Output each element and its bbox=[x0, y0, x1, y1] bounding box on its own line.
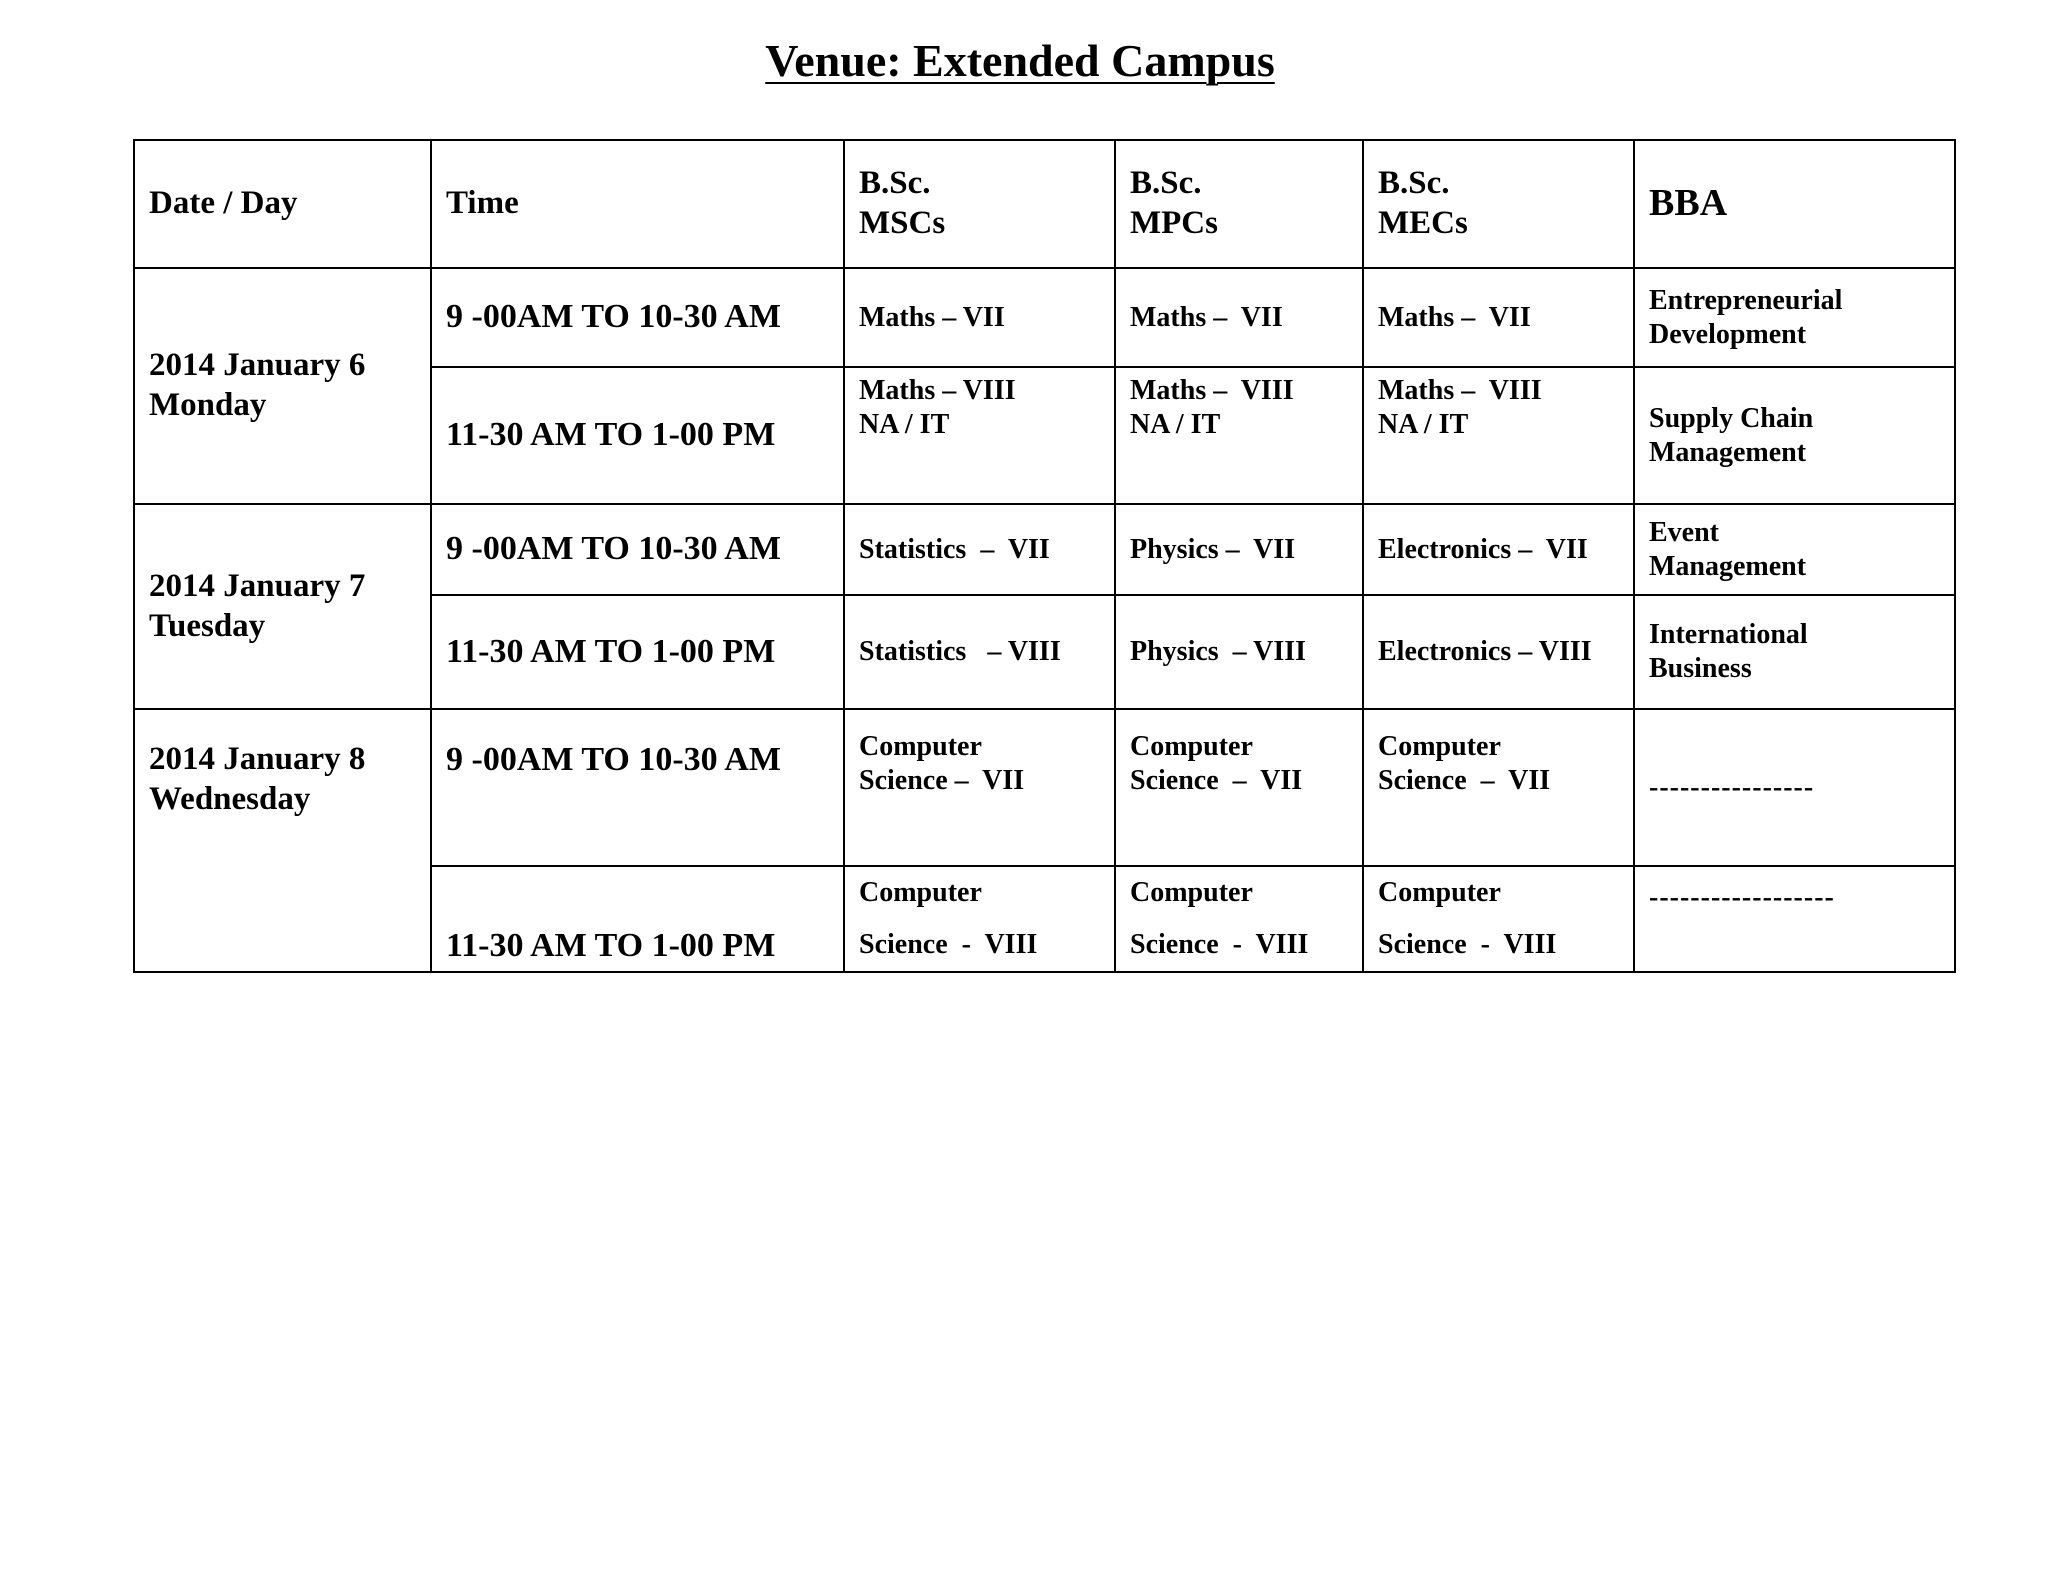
day-text: Monday bbox=[149, 387, 267, 423]
header-bsc-mscs bbox=[844, 140, 1115, 268]
subject-line: Maths – VIII bbox=[1130, 375, 1294, 406]
subject-line: Computer bbox=[1378, 877, 1501, 908]
header-mpc-line1: B.Sc. bbox=[1130, 165, 1202, 202]
subject-cell-msc bbox=[844, 268, 1115, 367]
subject-cell-mec bbox=[1363, 504, 1634, 595]
page-title: Venue: Extended Campus bbox=[765, 35, 1275, 86]
subject-line: Statistics – VIII bbox=[859, 636, 1061, 668]
subject-cell-mec bbox=[1363, 709, 1634, 866]
header-bsc-mpcs bbox=[1115, 140, 1363, 268]
time-cell: 9 -00AM TO 10-30 AM bbox=[431, 504, 844, 595]
subject-cell-mpc bbox=[1115, 866, 1363, 972]
time-cell: 11-30 AM TO 1-00 PM bbox=[431, 367, 844, 504]
time-cell: 11-30 AM TO 1-00 PM bbox=[431, 595, 844, 709]
header-date-day: Date / Day bbox=[134, 140, 431, 268]
subject-cell-mec bbox=[1363, 367, 1634, 504]
subject-cell-mpc bbox=[1115, 268, 1363, 367]
subject-line: Physics – VII bbox=[1130, 533, 1296, 565]
date-text: 2014 January 6 bbox=[149, 347, 366, 384]
subject-line: Physics – VIII bbox=[1130, 636, 1307, 668]
subject-line: NA / IT bbox=[859, 408, 950, 440]
day-text: Tuesday bbox=[149, 607, 266, 644]
table-row bbox=[134, 709, 1955, 866]
subject-line: Computer bbox=[859, 731, 982, 762]
subject-line: Business bbox=[1649, 653, 1752, 684]
date-cell bbox=[134, 268, 431, 504]
time-cell: 11-30 AM TO 1-00 PM bbox=[431, 866, 844, 972]
header-bba: BBA bbox=[1634, 140, 1955, 268]
subject-cell-mpc bbox=[1115, 595, 1363, 709]
subject-line: Maths – VII bbox=[1130, 301, 1283, 333]
header-mpc-line2: MPCs bbox=[1130, 205, 1218, 241]
subject-line: Science - VIII bbox=[1378, 928, 1557, 960]
time-cell: 9 -00AM TO 10-30 AM bbox=[431, 709, 844, 866]
subject-line: Science – VII bbox=[1130, 764, 1303, 796]
subject-line: Maths – VII bbox=[859, 301, 1005, 333]
subject-line: Computer bbox=[859, 877, 982, 908]
date-text: 2014 January 8 bbox=[149, 741, 366, 777]
subject-cell-bba bbox=[1634, 866, 1955, 972]
header-bsc-mecs bbox=[1363, 140, 1634, 268]
subject-line: Development bbox=[1649, 318, 1807, 350]
time-cell: 9 -00AM TO 10-30 AM bbox=[431, 268, 844, 367]
subject-cell-bba bbox=[1634, 709, 1955, 866]
subject-line: Management bbox=[1649, 436, 1807, 468]
subject-cell-msc bbox=[844, 367, 1115, 504]
subject-line: Management bbox=[1649, 550, 1807, 582]
subject-cell-msc bbox=[844, 709, 1115, 866]
subject-cell-mec bbox=[1363, 595, 1634, 709]
subject-cell-bba bbox=[1634, 504, 1955, 595]
subject-cell-msc bbox=[844, 866, 1115, 972]
subject-cell-msc bbox=[844, 504, 1115, 595]
subject-cell-mpc bbox=[1115, 504, 1363, 595]
subject-line: Entrepreneurial bbox=[1649, 284, 1843, 316]
date-cell bbox=[134, 709, 431, 972]
subject-line: Computer bbox=[1130, 877, 1253, 908]
header-mec-line2: MECs bbox=[1378, 205, 1468, 241]
subject-line: Science – VII bbox=[859, 764, 1025, 796]
subject-line: Science – VII bbox=[1378, 764, 1551, 796]
subject-cell-mec bbox=[1363, 866, 1634, 972]
subject-line: NA / IT bbox=[1378, 408, 1469, 440]
empty-dash-placeholder: ---------------- bbox=[1649, 771, 1815, 803]
subject-cell-bba bbox=[1634, 595, 1955, 709]
subject-line: Electronics – VII bbox=[1378, 533, 1588, 565]
date-text: 2014 January 7 bbox=[149, 567, 366, 604]
subject-line: Science - VIII bbox=[1130, 928, 1309, 960]
subject-cell-mec bbox=[1363, 268, 1634, 367]
table-row bbox=[134, 268, 1955, 367]
header-row bbox=[134, 140, 1955, 268]
date-cell bbox=[134, 504, 431, 709]
subject-cell-bba bbox=[1634, 367, 1955, 504]
subject-line: Statistics – VII bbox=[859, 533, 1050, 565]
day-text: Wednesday bbox=[149, 780, 311, 817]
subject-line: International bbox=[1649, 619, 1808, 651]
subject-line: Maths – VII bbox=[1378, 301, 1531, 333]
subject-line: Event bbox=[1649, 516, 1719, 548]
subject-line: Maths – VIII bbox=[1378, 375, 1542, 406]
subject-cell-mpc bbox=[1115, 367, 1363, 504]
subject-line: Electronics – VIII bbox=[1378, 636, 1592, 668]
subject-line: Computer bbox=[1378, 731, 1501, 762]
subject-cell-mpc bbox=[1115, 709, 1363, 866]
header-msc-line2: MSCs bbox=[859, 205, 946, 241]
empty-dash-placeholder: ------------------ bbox=[1649, 882, 1835, 913]
subject-line: NA / IT bbox=[1130, 408, 1221, 440]
subject-cell-bba bbox=[1634, 268, 1955, 367]
subject-cell-msc bbox=[844, 595, 1115, 709]
header-time: Time bbox=[431, 140, 844, 268]
exam-schedule-table bbox=[133, 139, 1956, 973]
subject-line: Computer bbox=[1130, 731, 1253, 762]
header-msc-line1: B.Sc. bbox=[859, 165, 931, 202]
header-mec-line1: B.Sc. bbox=[1378, 165, 1450, 202]
table-row bbox=[134, 504, 1955, 595]
subject-line: Supply Chain bbox=[1649, 402, 1814, 434]
subject-line: Science - VIII bbox=[859, 928, 1038, 960]
subject-line: Maths – VIII bbox=[859, 375, 1016, 406]
